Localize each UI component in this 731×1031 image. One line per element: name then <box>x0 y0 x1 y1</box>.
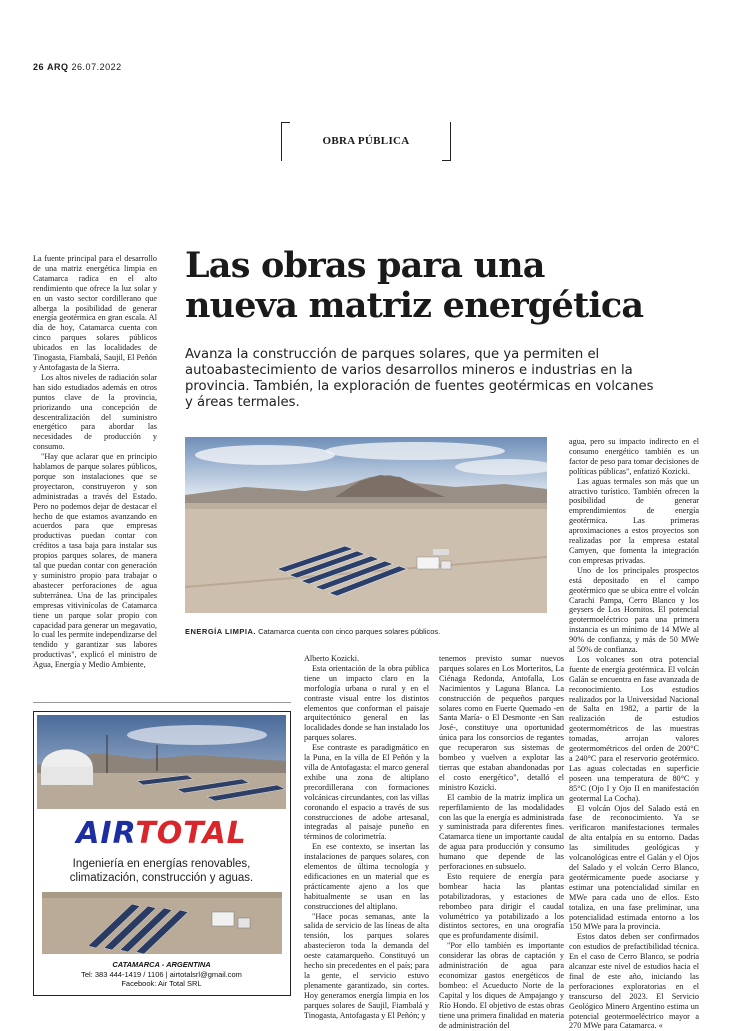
ad-location: CATAMARCA - ARGENTINA <box>112 960 211 969</box>
paragraph: El volcán Ojos del Salado está en fase de reconocimiento. Ya se verificaron manifestaciones termales de alta entalpía en su entorno. Dadas las similitudes geológicas y volcanológicas entre el Galán y el Ojos del Salado y el volcán Cerro Blanco, geotérmicamente puede asociarse y estimar una potencialidad similar en MWe para cada uno de ellos. Esto totaliza, en una fase preliminar, una potencialidad estimada entorno a los 150 MWe para la provincia. <box>569 803 699 932</box>
paragraph: Ese contraste es paradigmático en la Puna, en la villa de El Peñón y la villa de Antofagasta: el marco general exhibe una zona de altiplano precordillerana con formaciones volcánicas circundantes, con las villas coronando el espacio a través de sus construcciones de adobe artesanal, integradas al paisaje puneño en términos de colorimetría. <box>304 743 429 842</box>
paragraph: En ese contexto, se insertan las instalaciones de parques solares, con elementos de última tecnología y edificaciones en un material que es prácticamente ajeno a los que habitualmente se usan en las construcciones del altiplano. <box>304 842 429 911</box>
paragraph: "Hace pocas semanas, ante la salida de servicio de las líneas de alta tensión, los parques solares abastecieron toda la demanda del oeste catamarqueño. Constituyó un hecho sin precedentes en el país; para la gente, el servicio estuvo plenamente garantizado, sin cortes. Hoy generamos energía limpia en los parques solares de Saujil, Fiambalá y Tinogasta, Antofagasta y El Peñón; y <box>304 911 429 1020</box>
solar-park-photo <box>185 437 547 613</box>
paragraph: Los volcanes son otra potencial fuente de energía geotérmica. El volcán Galán se encuentra en fase avanzada de reconocimiento. Los estudios realizados por la Universidad Nacional de Salta en 1982, a partir de la realización de estudios geotermométricos de las muestras tomadas, arrojan valores geotermométricos del orden de 200°C a 240°C para el reservorio geotérmico. Las aguas colectadas en superficie poseen una temperatura de 80°C y 85°C (Ojo I y Ojo II en manifestación geotermal La Cocha). <box>569 654 699 803</box>
paragraph: "Por ello también es importante considerar las obras de captación y administración de agua para economizar gastos energéticos de bombeo: el Acueducto Norte de la Capital y los diques de Ampajango y Río Hondo. El objetivo de estas obras tiene una primera finalidad en materia de administración del <box>439 941 564 1030</box>
text-column-3 <box>439 654 564 1030</box>
paragraph: Esto requiere de energía para bombear hacia las plantas potabilizadoras, y estaciones de rebombeo para dirigir el caudal volumétrico ya potabilizado a los distintos sectores, en una orografía que es profundamente disímil. <box>439 871 564 941</box>
text-column-4 <box>569 437 699 1031</box>
tagline-line-2: climatización, construcción y aguas. <box>69 872 254 884</box>
text-column-2 <box>304 654 429 1021</box>
paragraph: Esta orientación de la obra pública tiene un impacto claro en la morfología urbana o rural y en el contraste visual entre los distintos elementos que conforman el paisaje arquitectónico general en las localidades donde se han instalado los parques solares. <box>304 663 429 743</box>
paragraph: Estos datos deben ser confirmados con estudios de prefactibilidad técnica. En el caso de Cerro Blanco, se podría alcanzar este nivel de estudios hacia el final de este año, iniciando las perforaciones exploratorias en el transcurso del 2023. El Servicio Geológico Minero Argentino estima un potencial geotermoeléctrico mayor a 270 MWe para Catamarca. « <box>569 932 699 1031</box>
article-deck: Avanza la construcción de parques solares, que ya permiten el autoabastecimiento de varios desarrollos mineros e industrias en la provincia. También, la exploración de fuentes geotérmicas en volcanes y áreas termales. <box>185 347 654 410</box>
page-number: 26 <box>33 62 45 72</box>
paragraph: Las aguas termales son más que un atractivo turístico. También ofrecen la posibilidad de generar emprendimientos de energía geotérmica. Las primeras aproximaciones a estos proyectos son realizadas por la empresa estatal Camyen, que fomenta la integración con empresas privadas. <box>569 476 699 565</box>
text-column-1 <box>33 254 157 670</box>
ad-facebook: Facebook: Air Total SRL <box>121 979 202 988</box>
paragraph: Uno de los principales prospectos está depositado en el campo geotérmico que se ubica entre el volcán Carachi Pampa, Cerro Blanco y los geysers de Los Hornitos. El potencial geotermoeléctrico para una primera instancia es un mínimo de 14 MWe al 90% de confianza, y más de 50 MWe al 50% de confianza. <box>569 565 699 655</box>
paragraph: agua, pero su impacto indirecto en el consumo energético también es un factor de peso para tomar decisiones de políticas públicas", enfatizó Kozicki. <box>569 437 699 476</box>
paragraph: "Hay que aclarar que en principio hablamos de parque solares públicos, porque son instalaciones que se proyectaron, construyeron y son administradas a través del Estado. Pero no podemos dejar de destacar el hecho de que estamos avanzando en acuerdos para que empresas productivas puedan contar con créditos a tasa baja para instalar sus propios parques solares, de manera tal que puedan contar con generación y suministro propio para trabajar o abastecer perforaciones de agua subterránea. Una de las principales empresas vitivinícolas de Catamarca tiene un parque solar propio con capacidad para generar un megavatio, lo cual les permite independizarse del tendido y garantizar sus labores productivas", explicó el ministro de Agua, Energía y Medio Ambiente, <box>33 452 157 670</box>
caption-text: Catamarca cuenta con cinco parques solares públicos. <box>258 627 441 636</box>
paragraph: El cambio de la matriz implica un reperfilamiento de las modalidades con las que la energía es administrada y suministrada para diferentes fines. Catamarca tiene un importante caudal de agua para producción y consumo humano que depende de las perforaciones en subsuelo. <box>439 792 564 872</box>
logo-total: TOTAL <box>135 816 247 851</box>
solar-park-image <box>185 437 547 613</box>
logo-air: AIR <box>76 816 136 851</box>
caption-label: ENERGÍA LIMPIA. <box>185 627 256 636</box>
section-label: OBRA PÚBLICA <box>322 135 410 147</box>
paragraph: Alberto Kozicki. <box>304 654 360 663</box>
headline-line-1: Las obras para una <box>185 245 545 286</box>
ad-top-photo <box>37 715 286 809</box>
ad-divider <box>33 702 291 703</box>
ad-contact-block <box>34 960 289 989</box>
tagline-line-1: Ingeniería en energías renovables, <box>72 858 251 870</box>
paragraph: tenemos previsto sumar nuevos parques solares en Los Morteritos, La Ciénaga Redonda, Antofalla, Los Nacimientos y Laguna Blanca. La construcción de pequeños parques solares como en Fuerte Quemado -en Santa María- o El Desmonte -en San José-, constituye una oportunidad única para los consorcios de regantes que recuperaron sus sistemas de bombeo y vuelven a explotar las tierras que estaban abandonadas por el costo energético", detalló el ministro Kozicki. <box>439 654 564 792</box>
ad-contact: Tel: 383 444-1419 / 1106 | airtotalsrl@gmail.com <box>81 969 242 979</box>
headline-line-2: nueva matriz energética <box>185 285 644 326</box>
paragraph: Los altos niveles de radiación solar han sido estudiados además en otros puntos clave de la provincia, priorizando una concepción de descentralización del suministro energético para abordar las necesidades de producción y consumo. <box>33 372 157 452</box>
ad-tagline <box>34 857 289 885</box>
paragraph: La fuente principal para el desarrollo de una matriz energética limpia en Catamarca radica en el alto rendimiento que ofrece la luz solar y en un vasto sector cordillerano que alberga la posibilidad de generar energía geotérmica en gran escala. Al día de hoy, Catamarca cuenta con cinco parques solares públicos ubicados en las localidades de Tinogasta, Fiambalá, Saujil, El Peñón y Antofagasta de la Sierra. <box>33 254 157 372</box>
section-label-box <box>281 122 451 160</box>
airtotal-logo <box>34 816 289 851</box>
ad-bottom-photo <box>42 892 282 954</box>
page-folio <box>33 62 122 72</box>
section-code: ARQ <box>47 62 69 72</box>
photo-caption <box>185 627 440 636</box>
article-headline <box>185 246 665 326</box>
issue-date: 26.07.2022 <box>71 62 122 72</box>
airtotal-advertisement <box>33 711 291 996</box>
